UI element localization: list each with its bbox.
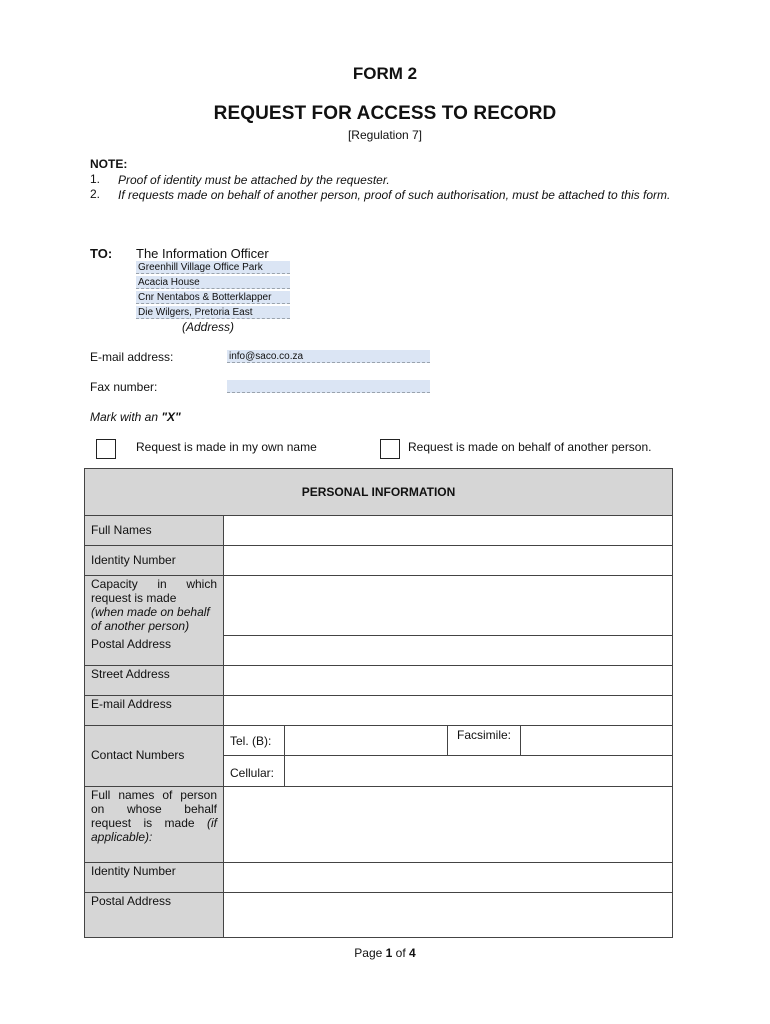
page-prefix: Page <box>354 946 386 960</box>
behalf-label-note: (if applicable): <box>91 816 217 844</box>
form-title: REQUEST FOR ACCESS TO RECORD <box>213 103 557 124</box>
mark-instruction-text: Mark with an <box>90 410 162 424</box>
address-line-2[interactable]: Acacia House <box>136 276 290 289</box>
fax-label: Fax number: <box>90 380 158 394</box>
facsimile-field[interactable] <box>521 726 672 755</box>
postal-address-field[interactable] <box>224 636 672 665</box>
note-item-1 <box>90 172 690 188</box>
behalf-identity-number-label: Identity Number <box>85 863 223 892</box>
behalf-checkbox[interactable] <box>380 439 400 459</box>
form-number: FORM 2 <box>352 64 418 83</box>
fax-field[interactable] <box>227 380 430 393</box>
capacity-field[interactable] <box>224 576 672 635</box>
street-address-field[interactable] <box>224 666 672 695</box>
note-item-number: 1. <box>90 172 101 186</box>
email-label: E-mail address: <box>90 350 174 364</box>
note-item-2 <box>90 187 690 219</box>
contact-numbers-label: Contact Numbers <box>85 726 223 786</box>
note-item-text: If requests made on behalf of another person, proof of such authorisation, must be attached to this form. <box>118 188 671 202</box>
cellular-field[interactable] <box>285 756 672 786</box>
behalf-label-text: Full names of person on whose behalf request is made <box>91 788 217 830</box>
mark-instruction <box>90 410 181 424</box>
personal-information-table <box>84 468 673 938</box>
note-label: NOTE: <box>90 157 128 171</box>
page-of: of <box>392 946 410 960</box>
cellular-label: Cellular: <box>230 766 275 780</box>
full-names-label: Full Names <box>85 516 223 545</box>
street-address-label: Street Address <box>85 666 223 695</box>
behalf-postal-address-label: Postal Address <box>85 893 223 937</box>
to-label: TO: <box>90 246 113 261</box>
identity-number-label: Identity Number <box>85 546 223 575</box>
full-names-field[interactable] <box>224 516 672 545</box>
regulation-reference: [Regulation 7] <box>347 128 423 142</box>
note-item-number: 2. <box>90 187 101 201</box>
page-current: 1 <box>385 946 393 960</box>
identity-number-field[interactable] <box>224 546 672 575</box>
table-header: PERSONAL INFORMATION <box>85 469 672 515</box>
capacity-label <box>85 576 223 635</box>
information-officer: The Information Officer <box>136 246 269 261</box>
capacity-label-text: Capacity in which request is made <box>91 577 217 605</box>
email-address-field[interactable] <box>224 696 672 725</box>
postal-address-label: Postal Address <box>85 635 223 665</box>
page-number <box>0 946 770 960</box>
capacity-label-note: (when made on behalf of another person) <box>91 605 210 633</box>
facsimile-label: Facsimile: <box>457 728 512 742</box>
address-line-1[interactable]: Greenhill Village Office Park <box>136 261 290 274</box>
behalf-identity-number-field[interactable] <box>224 863 672 892</box>
note-item-text: Proof of identity must be attached by the requester. <box>118 173 390 187</box>
own-name-checkbox[interactable] <box>96 439 116 459</box>
email-field[interactable]: info@saco.co.za <box>227 350 430 363</box>
address-caption: (Address) <box>182 320 235 334</box>
behalf-full-names-label <box>85 787 223 862</box>
address-line-4[interactable]: Die Wilgers, Pretoria East <box>136 306 290 319</box>
page-total: 4 <box>409 946 416 960</box>
address-line-3[interactable]: Cnr Nentabos & Botterklapper <box>136 291 290 304</box>
behalf-full-names-field[interactable] <box>224 787 672 862</box>
behalf-postal-address-field[interactable] <box>224 893 672 937</box>
tel-b-field[interactable] <box>285 726 447 755</box>
behalf-label: Request is made on behalf of another person. <box>408 440 652 454</box>
column-divider <box>447 726 448 755</box>
tel-b-label: Tel. (B): <box>230 734 272 748</box>
email-address-label: E-mail Address <box>85 696 223 725</box>
own-name-label: Request is made in my own name <box>136 440 317 454</box>
label-column-divider <box>223 515 224 937</box>
mark-instruction-x: "X" <box>161 410 181 424</box>
